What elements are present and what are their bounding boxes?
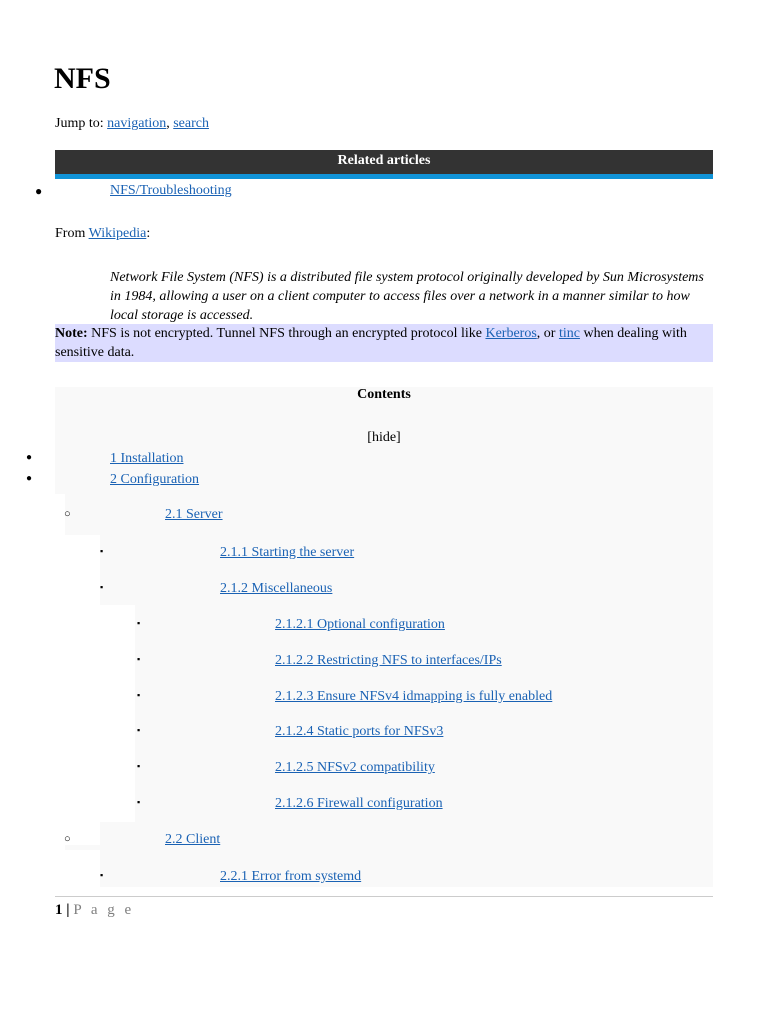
related-article-link[interactable]: NFS/Troubleshooting xyxy=(110,183,232,198)
toc-link[interactable]: 2.1.2.6 Firewall configuration xyxy=(275,796,443,811)
wikipedia-quote: Network File System (NFS) is a distributed file system protocol originally developed by Sun Microsystems in 1984, allowing a user on a client computer to access files over a network in a manner similar to how local storage is accessed. xyxy=(110,270,704,323)
note-label: Note: xyxy=(55,326,88,341)
wikipedia-link[interactable]: Wikipedia xyxy=(88,226,147,241)
toc-bullet-icon: ▪ xyxy=(137,690,141,700)
toc-link[interactable]: 2.1.2.2 Restricting NFS to interfaces/IPs xyxy=(275,653,502,668)
toc-bullet-icon: ● xyxy=(26,452,33,463)
page-number: 1 xyxy=(55,902,63,918)
toc-bullet-icon: ▪ xyxy=(100,582,104,592)
toc-bullet-icon: ▪ xyxy=(137,797,141,807)
page-title: NFS xyxy=(54,62,111,95)
toc-bullet-icon: ▪ xyxy=(100,870,104,880)
toc-indent-gap xyxy=(65,850,100,887)
toc-link[interactable]: 2.1.1 Starting the server xyxy=(220,545,355,560)
jump-comma: , xyxy=(166,116,170,131)
toc-link[interactable]: 2.1.2.4 Static ports for NFSv3 xyxy=(275,724,444,739)
note-text: NFS is not encrypted. Tunnel NFS through an encrypted protocol like xyxy=(91,326,482,341)
footer-divider xyxy=(55,896,713,897)
toc-link[interactable]: 2.1 Server xyxy=(165,507,223,522)
note-between: , or xyxy=(536,326,556,341)
navigation-link[interactable]: navigation xyxy=(107,116,167,131)
toc-indent-gap xyxy=(55,494,65,887)
toc-bullet-icon: ▪ xyxy=(100,546,104,556)
toc-link[interactable]: 2.1.2.3 Ensure NFSv4 idmapping is fully enabled xyxy=(275,689,553,704)
toc-link[interactable]: 2 Configuration xyxy=(110,472,200,487)
note-text-end: when dealing with sensitive data. xyxy=(55,326,687,360)
related-articles-header: Related articles xyxy=(55,150,713,179)
toc-link[interactable]: 2.2 Client xyxy=(165,832,221,847)
kerberos-link[interactable]: Kerberos xyxy=(485,326,537,341)
from-wikipedia-line xyxy=(55,226,150,242)
page-footer xyxy=(55,902,134,919)
toc-bullet-icon: ▪ xyxy=(137,761,141,771)
toc-bullet-icon: ○ xyxy=(64,833,71,845)
toc-title: Contents xyxy=(357,387,411,402)
note-box xyxy=(55,324,713,362)
toc-bullet-icon: ▪ xyxy=(137,725,141,735)
toc-link[interactable]: 2.1.2.1 Optional configuration xyxy=(275,617,445,632)
toc-bullet-icon: ▪ xyxy=(137,654,141,664)
search-link[interactable]: search xyxy=(173,116,209,131)
page-label: P a g e xyxy=(73,902,135,918)
footer-separator: | xyxy=(66,902,70,918)
toc-bullet-icon: ○ xyxy=(64,508,71,520)
toc-hide-toggle[interactable]: [hide] xyxy=(367,430,401,445)
bullet-icon: ● xyxy=(35,184,43,198)
toc-link[interactable]: 2.1.2 Miscellaneous xyxy=(220,581,333,596)
from-colon: : xyxy=(146,226,151,241)
toc-indent-gap xyxy=(100,605,135,822)
toc-indent-gap xyxy=(65,535,100,845)
jump-to-label: Jump to: xyxy=(55,116,104,131)
from-label: From xyxy=(55,226,86,241)
toc-bullet-icon: ● xyxy=(26,473,33,484)
toc-link[interactable]: 2.1.2.5 NFSv2 compatibility xyxy=(275,760,435,775)
toc-link[interactable]: 1 Installation xyxy=(110,451,184,466)
toc-link[interactable]: 2.2.1 Error from systemd xyxy=(220,869,362,884)
jump-to-line xyxy=(55,116,209,132)
tinc-link[interactable]: tinc xyxy=(558,326,580,341)
toc-bullet-icon: ▪ xyxy=(137,618,141,628)
